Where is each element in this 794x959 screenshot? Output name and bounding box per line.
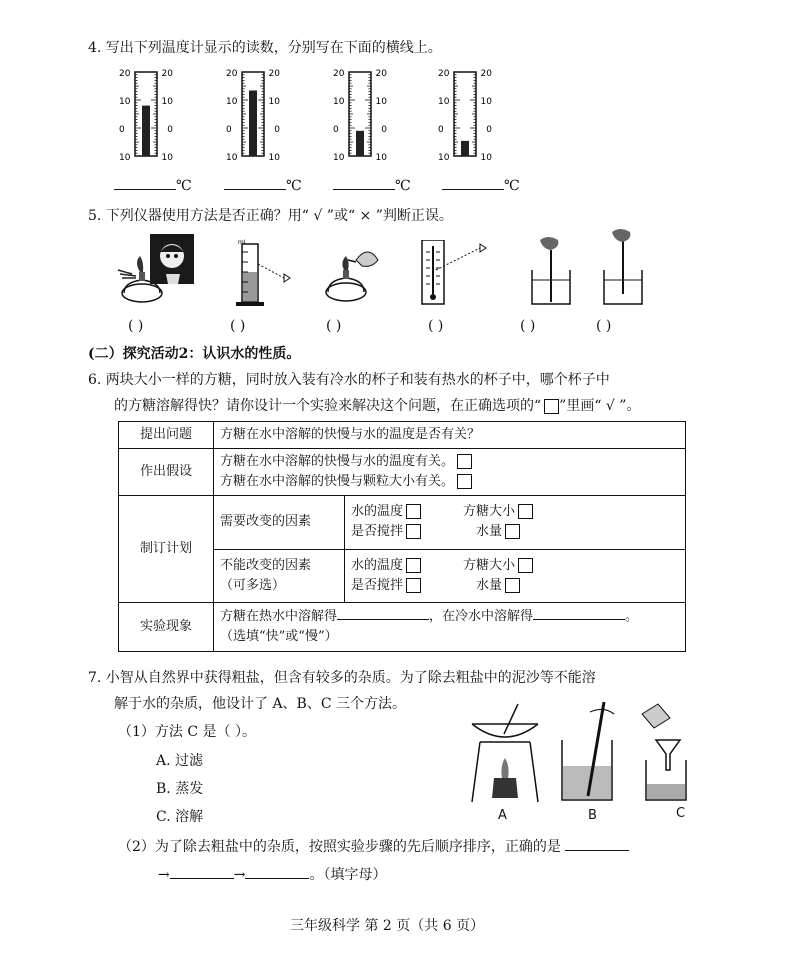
option-c[interactable]: C. 溶解 (156, 809, 204, 825)
scale-label: 10 (438, 97, 450, 107)
evaporation-apparatus-icon (466, 702, 544, 806)
scale-label: 0 (274, 125, 280, 135)
scale-label: 20 (226, 69, 238, 79)
plan-keep-options (345, 549, 686, 603)
scale-label: 10 (333, 153, 345, 162)
result-end: 。 (625, 609, 639, 624)
thermometer-reading-icon (420, 240, 500, 306)
option-a[interactable]: A. 过滤 (156, 753, 204, 769)
plan-change-label: 需要改变的因素 (214, 496, 345, 550)
scale-label: 0 (119, 125, 125, 135)
row-plan-head: 制订计划 (119, 496, 214, 603)
q5-answer-4[interactable]: ( ) (428, 318, 444, 334)
opt-amount: 水量 (476, 577, 503, 593)
section2-title: (二）探究活动2：认识水的性质。 (88, 346, 301, 362)
beaker-thermometer-touching-icon (526, 234, 576, 308)
q5-answer-1[interactable]: ( ) (128, 318, 144, 334)
q7-sub2-text: （2）为了除去粗盐中的杂质，按照实验步骤的先后顺序排序，正确的是 (118, 839, 561, 855)
opt-size: 方糖大小 (463, 504, 516, 520)
scale-label: 10 (119, 153, 131, 162)
row-result-head: 实验现象 (119, 603, 214, 652)
scale-label: 20 (119, 69, 131, 79)
q7-line1: 7. 小智从自然界中获得粗盐，但含有较多的杂质。为了除去粗盐中的泥沙等不能溶 (88, 670, 596, 686)
hypothesis-1-checkbox[interactable] (457, 454, 472, 469)
measuring-cylinder-icon (232, 238, 296, 308)
q4-text: 4. 写出下列温度计显示的读数，分别写在下面的横线上。 (88, 40, 442, 56)
order-blank-2[interactable] (170, 864, 234, 879)
order-blank-1[interactable] (565, 836, 629, 851)
scale-label: 10 (480, 153, 492, 162)
result-hint: （选填“快”或“慢”） (220, 629, 338, 644)
scale-label: 20 (438, 69, 450, 79)
opt-stir: 是否搅拌 (351, 524, 404, 540)
thermometer-4 (437, 66, 493, 162)
thermometer-3 (332, 66, 388, 162)
q7-sub2-line2 (158, 864, 386, 885)
opt-size: 方糖大小 (463, 557, 516, 573)
q4-answer-2[interactable] (224, 175, 302, 194)
result-hot: 方糖在热水中溶解得 (220, 609, 338, 624)
change-amount-checkbox[interactable] (505, 524, 520, 539)
q4-answer-4[interactable] (442, 175, 520, 194)
mercury-column (142, 106, 150, 156)
thermometer-2 (225, 66, 281, 162)
scale-label: 10 (226, 153, 238, 162)
change-stir-checkbox[interactable] (406, 524, 421, 539)
page-footer: 三年级科学 第 2 页（共 6 页） (290, 918, 485, 934)
hypothesis-1: 方糖在水中溶解的快慢与水的温度有关。 (220, 454, 455, 469)
scale-label: 10 (375, 153, 387, 162)
result-hot-blank[interactable] (337, 607, 429, 620)
scale-label: 10 (480, 97, 492, 107)
q7-sub1: （1）方法 C 是（ ）。 (118, 724, 256, 740)
result-cold-blank[interactable] (533, 607, 625, 620)
q7-sub2 (118, 836, 629, 857)
plan-change-options (345, 496, 686, 550)
scale-label: 0 (167, 125, 173, 135)
scale-label: 0 (333, 125, 339, 135)
mercury-column (461, 141, 469, 156)
q5-answer-5[interactable]: ( ) (520, 318, 536, 334)
plan-keep-label-2: （可多选） (220, 577, 286, 593)
fig-label-c: C (676, 806, 686, 821)
keep-size-checkbox[interactable] (518, 558, 533, 573)
scale-label: 10 (226, 97, 238, 107)
unit-label: ℃ (176, 178, 192, 194)
order-blank-3[interactable] (245, 864, 309, 879)
q5-answer-6[interactable]: ( ) (596, 318, 612, 334)
opt-stir: 是否搅拌 (351, 577, 404, 593)
scale-label: 10 (268, 97, 280, 107)
keep-amount-checkbox[interactable] (505, 578, 520, 593)
q7-sub2-tail: 。（填字母） (309, 867, 387, 883)
thermometer-1 (118, 66, 174, 162)
hypothesis-2: 方糖在水中溶解的快慢与颗粒大小有关。 (220, 474, 455, 489)
dissolving-beaker-icon (556, 700, 622, 804)
opt-temp: 水的温度 (351, 504, 404, 520)
scale-label: 0 (486, 125, 492, 135)
arrow-2: → (233, 867, 246, 883)
filtration-apparatus-icon (636, 700, 696, 804)
scale-label: 10 (119, 97, 131, 107)
q5-answer-3[interactable]: ( ) (326, 318, 342, 334)
q6-line1: 6. 两块大小一样的方糖，同时放入装有冷水的杯子和装有热水的杯子中，哪个杯子中 (88, 372, 610, 388)
unit-label: ℃ (286, 178, 302, 194)
scale-label: 0 (226, 125, 232, 135)
alcohol-lamp-blown-out-icon (318, 240, 388, 308)
scale-label: 0 (381, 125, 387, 135)
row-result-body (214, 603, 686, 652)
option-b[interactable]: B. 蒸发 (156, 781, 204, 797)
experiment-table (118, 421, 686, 652)
scale-label: 20 (333, 69, 345, 79)
q6-line2-a: 的方糖溶解得快？请你设计一个实验来解决这个问题，在正确选项的“ (114, 398, 542, 414)
q4-answer-1[interactable] (114, 175, 192, 194)
row-hypothesis-body (214, 449, 686, 496)
smelling-person-icon (150, 234, 194, 284)
row-hypothesis-head: 作出假设 (119, 449, 214, 496)
fig-label-b: B (588, 808, 597, 823)
q6-line2 (114, 396, 640, 416)
result-cold: ，在冷水中溶解得 (429, 609, 534, 624)
arrow-1: → (158, 867, 170, 883)
opt-temp: 水的温度 (351, 557, 404, 573)
mercury-column (249, 90, 257, 156)
scale-label: 10 (161, 153, 173, 162)
scale-label: 0 (438, 125, 444, 135)
beaker-thermometer-correct-icon (598, 228, 648, 308)
row-question-body: 方糖在水中溶解的快慢与水的温度是否有关？ (214, 422, 686, 449)
fig-label-a: A (498, 808, 507, 823)
q5-answer-2[interactable]: ( ) (230, 318, 246, 334)
scale-label: 10 (375, 97, 387, 107)
q6-line2-b: ”里画“ √ ”。 (559, 398, 641, 414)
q4-answer-3[interactable] (333, 175, 411, 194)
unit-label: ℃ (504, 178, 520, 194)
unit-label: ℃ (395, 178, 411, 194)
scale-label: 20 (268, 69, 280, 79)
scale-label: 20 (161, 69, 173, 79)
scale-label: 20 (375, 69, 387, 79)
plan-keep-label-1: 不能改变的因素 (220, 557, 312, 573)
scale-label: 20 (480, 69, 492, 79)
keep-stir-checkbox[interactable] (406, 578, 421, 593)
mercury-column (356, 131, 364, 156)
plan-keep-label (214, 549, 345, 603)
hypothesis-2-checkbox[interactable] (457, 474, 472, 489)
q7-line2: 解于水的杂质，他设计了 A、B、C 三个方法。 (114, 696, 407, 712)
scale-label: 10 (438, 153, 450, 162)
cylinder-unit-label: mL (238, 239, 248, 246)
q5-text: 5. 下列仪器使用方法是否正确？用“ √ ”或“ × ”判断正误。 (88, 208, 453, 224)
change-temp-checkbox[interactable] (406, 504, 421, 519)
checkbox-sample (544, 399, 559, 414)
scale-label: 10 (161, 97, 173, 107)
keep-temp-checkbox[interactable] (406, 558, 421, 573)
scale-label: 10 (333, 97, 345, 107)
scale-label: 10 (268, 153, 280, 162)
row-question-head: 提出问题 (119, 422, 214, 449)
change-size-checkbox[interactable] (518, 504, 533, 519)
opt-amount: 水量 (476, 524, 503, 540)
